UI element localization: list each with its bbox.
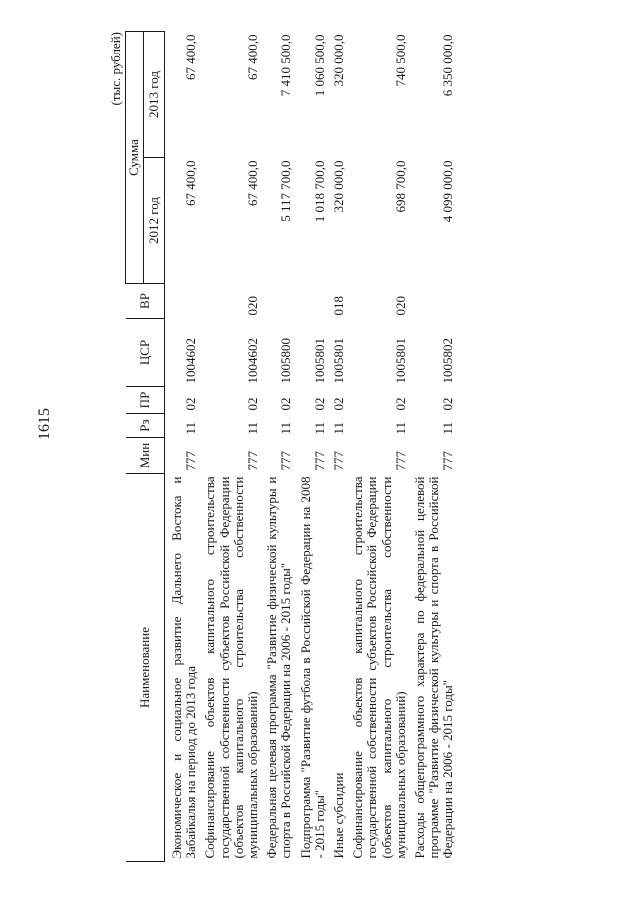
row-sum-2012: 320 000,0 xyxy=(331,160,347,213)
row-sum-2013: 6 350 000,0 xyxy=(440,34,456,97)
row-pr: 02 xyxy=(331,397,347,411)
header-sum: Сумма xyxy=(126,32,144,284)
row-name: Расходы общепрограммного характера по федеральной целевой программе "Развитие физической культуры и спорта в Российской Федерации на 2006 - 2015 годы" xyxy=(412,476,456,859)
row-name: Федеральная целевая программа "Развитие физической культуры и спорта в Российской Федерации на 2006 - 2015 годы" xyxy=(264,476,294,859)
row-rz: 11 xyxy=(183,421,199,435)
row-sum-2013: 1 060 500,0 xyxy=(311,34,327,97)
row-name: Софинансирование объектов капитального строительства государственной собственности субъектов Российской Федерации (объектов капитального строительства собственности муниципальных образований) xyxy=(350,476,408,859)
row-csr: 1004602 xyxy=(183,338,199,384)
row-rz: 11 xyxy=(245,421,261,435)
row-csr: 1005802 xyxy=(440,338,456,384)
row-vr xyxy=(408,284,456,319)
row-vr xyxy=(294,284,327,319)
row-vr xyxy=(260,284,293,319)
row-sum-2013: 740 500,0 xyxy=(392,34,408,87)
budget-table xyxy=(125,31,456,862)
row-vr xyxy=(165,284,199,319)
row-min: 777 xyxy=(183,451,199,471)
row-sum-2012: 5 117 700,0 xyxy=(278,160,294,222)
row-rz: 11 xyxy=(392,421,408,435)
header-pr: ПР xyxy=(126,387,165,414)
row-rz: 11 xyxy=(278,421,294,435)
row-rz: 11 xyxy=(331,421,347,435)
row-min: 777 xyxy=(278,451,294,471)
header-year-2013: 2013 год xyxy=(144,32,165,158)
row-pr: 02 xyxy=(392,397,408,411)
row-name: Софинансирование объектов капитального строительства государственной собственности субъектов Российской Федерации (объектов капитального строительства собственности муниципальных образований) xyxy=(202,476,261,859)
header-name: Наименование xyxy=(126,474,165,862)
row-min: 777 xyxy=(440,451,456,471)
row-sum-2013: 67 400,0 xyxy=(245,34,261,80)
row-sum-2012: 4 099 000,0 xyxy=(440,160,456,223)
row-csr: 1005801 xyxy=(311,338,327,384)
row-name: Иные субсидии xyxy=(331,772,347,859)
row-min: 777 xyxy=(311,451,327,471)
header-year-2012: 2012 год xyxy=(144,158,165,284)
row-pr: 02 xyxy=(183,397,199,411)
row-csr: 1005800 xyxy=(278,338,294,384)
header-vr: ВР xyxy=(126,284,165,319)
table-row xyxy=(198,32,260,862)
row-name: Подпрограмма "Развитие футбола в Российской Федерации на 2008 - 2015 годы" xyxy=(297,476,327,859)
row-rz: 11 xyxy=(311,421,327,435)
row-vr: 018 xyxy=(331,296,347,316)
table-row xyxy=(165,32,199,862)
header-min: Мин xyxy=(126,438,165,474)
rotated-page-content xyxy=(108,32,572,862)
row-csr: 1005801 xyxy=(392,338,408,384)
table-row xyxy=(294,32,327,862)
row-pr: 02 xyxy=(278,397,294,411)
table-row xyxy=(327,32,346,862)
table-row xyxy=(260,32,293,862)
header-row xyxy=(126,32,144,862)
row-name: Экономическое и социальное развитие Дальнего Востока и Забайкалья на период до 2013 года xyxy=(169,476,199,859)
header-csr: ЦСР xyxy=(126,319,165,387)
units-label: (тыс. рублей) xyxy=(108,32,123,106)
row-vr: 020 xyxy=(392,296,408,316)
row-sum-2013: 7 410 500,0 xyxy=(278,34,294,97)
row-min: 777 xyxy=(331,451,347,471)
table-row xyxy=(408,32,456,862)
table-row xyxy=(346,32,408,862)
table-header xyxy=(126,32,165,862)
row-csr: 1005801 xyxy=(331,338,347,384)
row-vr: 020 xyxy=(245,296,261,316)
row-min: 777 xyxy=(392,451,408,471)
row-sum-2013: 320 000,0 xyxy=(331,34,347,87)
row-pr: 02 xyxy=(440,397,456,411)
row-sum-2012: 67 400,0 xyxy=(183,160,199,206)
row-rz: 11 xyxy=(440,421,456,435)
row-csr: 1004602 xyxy=(245,338,261,384)
row-sum-2012: 1 018 700,0 xyxy=(311,160,327,223)
row-min: 777 xyxy=(245,451,261,471)
page-number: 1615 xyxy=(36,408,53,440)
row-sum-2013: 67 400,0 xyxy=(183,34,199,80)
row-pr: 02 xyxy=(311,397,327,411)
row-sum-2012: 67 400,0 xyxy=(245,160,261,206)
header-rz: Рз xyxy=(126,414,165,438)
row-sum-2012: 698 700,0 xyxy=(392,160,408,213)
row-pr: 02 xyxy=(245,397,261,411)
